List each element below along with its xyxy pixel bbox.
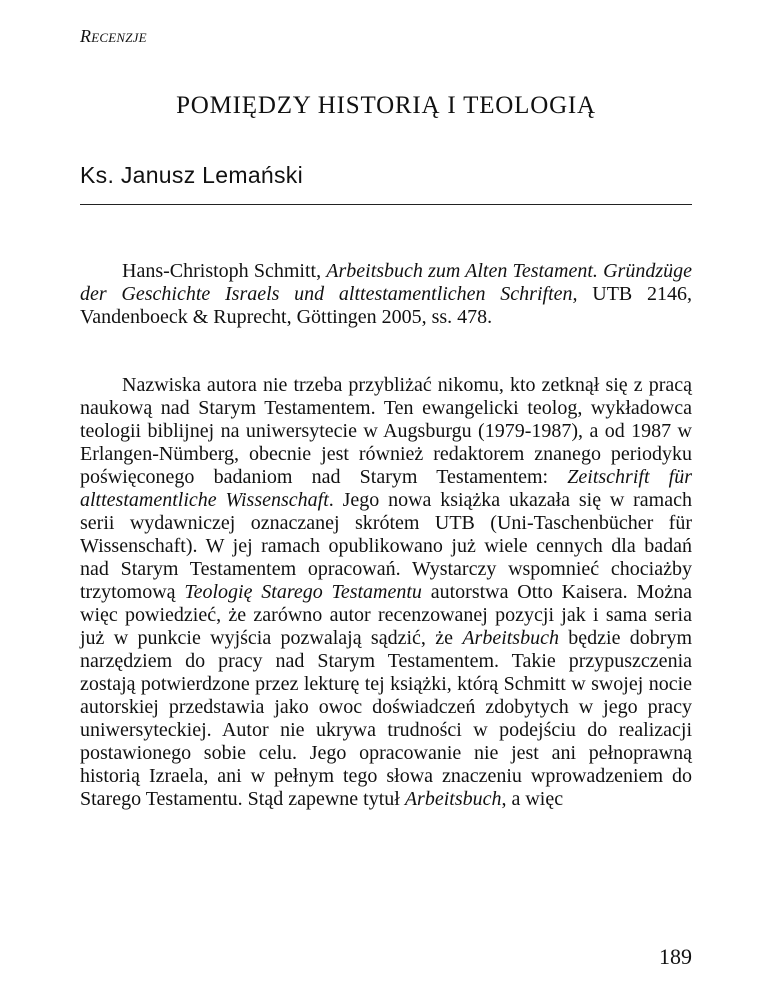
paragraph-text-2: . Jego nowa książka ukazała się w ramach serii wydawniczej oznaczanej skrótem UTB (Uni-Taschenbücher für Wissenschaft). W jej ramach opublikowano już wiele cennych dla badań nad Starym Testamentem opracowań. Wystarczy wspomnieć chociażby trzytomową bbox=[80, 489, 692, 603]
book-short-title: Arbeitsbuch bbox=[404, 788, 502, 810]
paragraph-text-1: Nazwiska autora nie trzeba przybliżać nikomu, kto zetknął się z pracą naukową nad Starym Testamentem. Ten ewangelicki teolog, wykładowca teologii biblijnej na uniwersytecie w Augsburgu (1979-1987), a od 1987 w Erlangen-Nümberg, obecnie jest również redaktorem znanego periodyku poświęconego badaniom nad Starym Testamentem: bbox=[80, 374, 692, 488]
paragraph-text-5: , a więc bbox=[501, 788, 564, 810]
title-divider bbox=[80, 204, 692, 205]
paragraph-text-3: autorstwa Otto Kaisera. Można więc powiedzieć, że zarówno autor recenzowanej pozycji jak i sama seria już w punkcie wyjścia pozwalają sądzić, że bbox=[80, 581, 693, 649]
citation-details: UTB 2146, Vandenboeck & Ruprecht, Göttingen 2005, ss. 478. bbox=[80, 283, 693, 328]
book-citation bbox=[80, 260, 692, 329]
paragraph-text-4: będzie dobrym narzędziem do pracy nad Starym Testamentem. Takie przypuszczenia zostają potwierdzone przez lekturę tej książki, którą Schmitt w swojej nocie autorskiej przedstawia jako owoc doświadczeń zdobytych w jego pracy uniwersyteckiej. Autor nie ukrywa trudności w podejściu do realizacji postawionego sobie celu. Jego opracowanie nie jest ani pełnoprawną historią Izraela, ani w pełnym tego słowa znaczeniu wprowadzeniem do Starego Testamentu. Stąd zapewne tytuł bbox=[80, 627, 693, 810]
review-paragraph bbox=[80, 374, 692, 811]
citation-author: Hans-Christoph Schmitt, bbox=[122, 260, 322, 282]
author-name: Ks. Janusz Lemański bbox=[80, 162, 304, 188]
section-label: Recenzje bbox=[80, 26, 147, 46]
article-title: POMIĘDZY HISTORIĄ I TEOLOGIĄ bbox=[176, 92, 596, 119]
book-short-title: Arbeitsbuch bbox=[462, 627, 559, 649]
kaiser-book-title: Teologię Starego Testamentu bbox=[184, 581, 422, 603]
citation-book-title: Arbeitsbuch zum Alten Testament. Gründzüge der Geschichte Israels und alttestamentlichen Schriften, bbox=[80, 260, 692, 305]
page-number: 189 bbox=[659, 944, 692, 969]
journal-title: Zeitschrift für alttestamentliche Wissenschaft bbox=[80, 466, 693, 511]
